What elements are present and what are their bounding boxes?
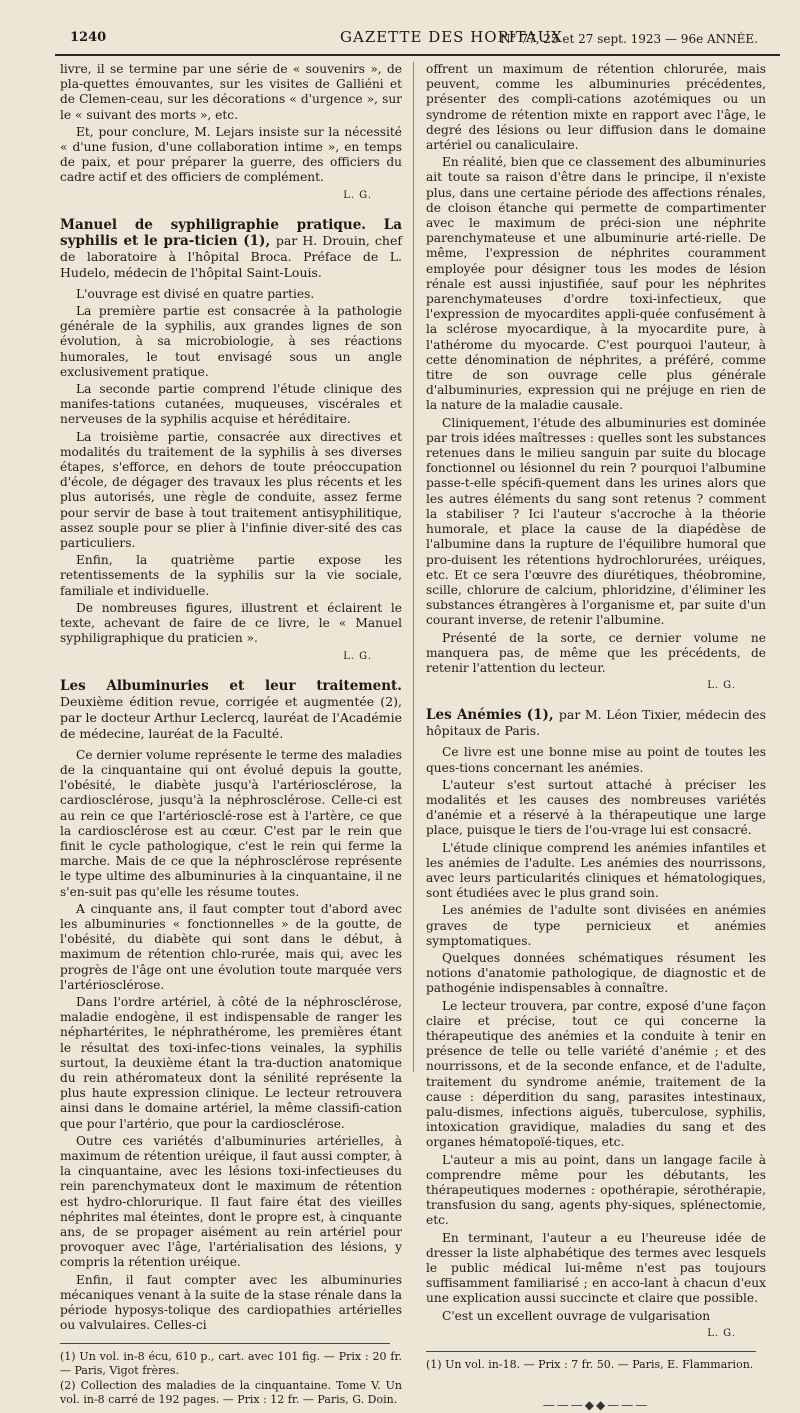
journal-title: GAZETTE DES HOPITAUX — [340, 28, 563, 46]
left-column — [60, 62, 402, 1408]
review-heading-anemies — [426, 707, 766, 739]
issue-info: N° 77, 25 et 27 sept. 1923 — 96e ANNÉE. — [500, 32, 758, 46]
review-title: Manuel de syphiligraphie pratique. La syphilis et le pra-ticien (1), — [60, 216, 402, 249]
review-subtitle: Deuxième édition revue, corrigée et augmentée (2), par le docteur Arthur Leclercq, lauréat de l'Académie de médecine, lauréat de la Faculté. — [60, 693, 402, 741]
paragraph: L'auteur s'est surtout attaché à préciser les modalités et les causes des nombreuses variétés d'anémie et a réservé à la thérapeutique une large place, puisque le tiers de l'ou-vrage lui est consacré. — [426, 777, 766, 838]
paragraph: Enfin, la quatrième partie expose les retentissements de la syphilis sur la vie sociale, familiale et individuelle. — [60, 553, 402, 598]
paragraph: L'auteur a mis au point, dans un langage facile à comprendre même pour les débutants, les thérapeutiques modernes : opothérapie, sérothérapie, transfusion du sang, agents phy-siques, splénectomie, etc. — [426, 1152, 766, 1228]
paragraph: offrent un maximum de rétention chlorurée, mais peuvent, comme les albuminuries précédentes, présenter des compli-cations azotémiques ou un syndrome de rétention mixte en rapport avec l'âge, le degré des lésions ou leur diffusion dans le domaine artériel ou canaliculaire. — [426, 62, 766, 153]
footnote-rule — [60, 1343, 390, 1344]
paragraph: L'ouvrage est divisé en quatre parties. — [76, 286, 315, 301]
paragraph: A cinquante ans, il faut compter tout d'abord avec les albuminuries « fonctionnelles » de la goutte, de l'obésité, du diabète qui sont dans le début, à maximum de rétention chlo-rurée, mais qui, avec les progrès de l'âge ont une évolution toute marquée vers l'artériosclérose. — [60, 901, 402, 992]
paragraph: Les anémies de l'adulte sont divisées en anémies graves de type pernicieux et anémies symptomatiques. — [426, 903, 766, 948]
paragraph: De nombreuses figures, illustrent et éclairent le texte, achevant de faire de ce livre, le « Manuel syphiligraphique du praticien ». — [60, 600, 402, 646]
signature: L. G. — [707, 1327, 736, 1339]
review-title: Les Anémies (1), — [426, 707, 554, 724]
review-subtitle: par M. Léon Tixier, médecin des hôpitaux de Paris. — [426, 707, 766, 739]
paragraph: livre, il se termine par une série de « souvenirs », de pla-quettes émouvantes, sur les visites de Galliéni et de Clemen-ceau, sur les décorations « d'urgence », sur le « suivant des morts », etc. — [60, 62, 402, 122]
review-title: Les Albuminuries et leur traitement. — [60, 677, 402, 694]
footnote: (1) Un vol. in-18. — Prix : 7 fr. 50. — Paris, E. Flammarion. — [426, 1358, 754, 1372]
signature: L. G. — [343, 189, 372, 201]
right-column — [426, 62, 766, 1413]
paragraph: Présenté de la sorte, ce dernier volume ne manquera pas, de même que les précédents, de retenir l'attention du lecteur. — [426, 630, 766, 675]
paragraph: Cliniquement, l'étude des albuminuries est dominée par trois idées maîtresses : quelles sont les substances retenues dans le milieu sanguin par suite du blocage fonctionnel ou lésionnel du rein ? pourquoi l'albumine passe-t-elle spécifi-quement dans les urines alors que les autres éléments du sang sont retenus ? comment la stabiliser ? Ici l'auteur s'accroche à la théorie humorale, et place la cause de la diapédèse de l'albumine dans la rupture de l'équilibre humoral que pro-duisent les rétentions hydrochlorurées, uréiques, etc. Et ce sera l'œuvre des diurétiques, théobromine, scille, chlorure de calcium, phloridzine, d'éliminer les substances étrangères à l'organisme et, par suite d'un courant inverse, de retenir l'albumine. — [426, 415, 766, 628]
paragraph: L'étude clinique comprend les anémies infantiles et les anémies de l'adulte. Les anémies des nourrissons, avec leurs particularités cliniques et hématologiques, sont étudiées avec le plus grand soin. — [426, 840, 766, 901]
paragraph: Outre ces variétés d'albuminuries artérielles, à maximum de rétention uréique, il faut aussi compter, à la cinquantaine, avec les lésions toxi-infectieuses du rein parenchymateux dont le maximum de rétention est hydro-chlorurique. Il faut faire état des vieilles néphrites mal éteintes, dont le propre est, à cinquante ans, de se propager aisément au rein artériel pour provoquer avec l'âge, l'artérialisation des lésions, y compris la rétention uréique. — [60, 1133, 402, 1270]
header-rule — [55, 54, 780, 56]
paragraph: Quelques données schématiques résument les notions d'anatomie pathologique, de diagnostic et de pathogénie indispensables à connaître. — [426, 950, 766, 996]
page-header — [50, 26, 780, 48]
paragraph: Enfin, il faut compter avec les albuminuries mécaniques venant à la suite de la stase rénale dans la période hyposys-tolique des cardiopathies artérielles ou valvulaires. Celles-ci — [60, 1272, 402, 1333]
review-subtitle: par H. Drouin, chef de laboratoire à l'hôpital Broca. Préface de L. Hudelo, médecin de l'hôpital Saint-Louis. — [60, 232, 402, 280]
signature: L. G. — [707, 680, 736, 692]
paragraph: En réalité, bien que ce classement des albuminuries ait toute sa raison d'être dans le principe, il n'existe plus, dans une certaine période des affections rénales, de cloison étanche qui permette de compartimenter avec le maximum de préci-sion une néphrite parenchymateuse et une albuminurie arté-rielle. De même, l'expression de néphrites couramment employée pour désigner tous les modes de lésion rénale est aussi injustifiée, sauf pour les néphrites parenchymateuses d'ordre toxi-infectieux, que l'expression de myocardites appli-quée confusément à la sclérose myocardique, à la myocardite pure, à l'athérome du myocarde. C'est pourquoi l'auteur, à cette dénomination de néphrites, a préféré, comme titre de son ouvrage celle plus générale d'albuminuries, expression qui ne préjuge en rien de la nature de la maladie causale. — [426, 155, 766, 413]
paragraph: C'est un excellent ouvrage de vulgarisation — [442, 1308, 711, 1323]
paragraph: Et, pour conclure, M. Lejars insiste sur la nécessité « d'une fusion, d'une collaboration intime », en temps de paix, et pour préparer la guerre, des officiers du cadre actif et des officiers de complément. — [60, 124, 402, 185]
paragraph: Dans l'ordre artériel, à côté de la néphrosclérose, maladie endogène, il est indispensable de ranger les néphartérites, le néphrathérome, les premières étant le résultat des toxi-infec-tions veinales, la syphilis surtout, la deuxième étant la tra-duction anatomique du rein athéromateux dont la sénilité représente la plus haute expression clinique. Le lecteur retrouvera ainsi dans le domaine artériel, la même classifi-cation que pour l'artério, que pour la cardiosclérose. — [60, 994, 402, 1131]
paragraph: En terminant, l'auteur a eu l'heureuse idée de dresser la liste alphabétique des termes avec lesquels le public médical lui-même n'est pas toujours suffisamment familiarisé ; en acco-lant à chacun d'eux une explication aussi succincte et claire que possible. — [426, 1230, 766, 1306]
footnote: (2) Collection des maladies de la cinquantaine. Tome V. Un vol. in-8 carré de 192 pages. — Prix : 12 fr. — Paris, G. Doin. — [60, 1379, 402, 1406]
paragraph: La première partie est consacrée à la pathologie générale de la syphilis, aux grandes lignes de son évolution, à sa microbiologie, à ses réactions humorales, le tout envisagé sous un angle exclusivement pratique. — [60, 304, 402, 379]
review-heading-albuminuries — [60, 678, 402, 742]
footnote-rule — [426, 1351, 756, 1352]
paragraph: La troisième partie, consacrée aux directives et modalités du traitement de la syphilis à ses diverses étapes, s'efforce, en dehors de toute préoccupation d'école, de dégager des travaux les plus récents et les plus autorisés, une règle de conduite, assez ferme pour servir de base à tout traitement antisyphilitique, assez souple pour se plier à l'infinie diver-sité des cas particuliers. — [60, 429, 402, 551]
paragraph: La seconde partie comprend l'étude clinique des manifes-tations cutanées, muqueuses, viscérales et nerveuses de la syphilis acquise et héréditaire. — [60, 382, 402, 427]
paragraph: Le lecteur trouvera, par contre, exposé d'une façon claire et précise, tout ce qui concerne la thérapeutique des anémies et la conduite à tenir en présence de telle ou telle variété d'anémie ; et des nourrissons, et de la seconde enfance, et de l'adulte, traitement du syndrome anémie, traitement de la cause : déperdition du sang, parasites intestinaux, palu-dismes, infections aiguës, tuberculose, syphilis, intoxication gravidique, maladies du sang et des organes hématopoïé-tiques, etc. — [426, 998, 766, 1150]
page-number: 1240 — [70, 30, 107, 45]
paragraph: Ce dernier volume représente le terme des maladies de la cinquantaine qui ont évolué depuis la goutte, l'obésité, le diabète jusqu'à l'artériosclérose, la cardiosclérose, jusqu'à la néphrosclérose. Celle-ci est au rein ce que l'artériosclé-rose est à l'artère, ce que la cardiosclérose est au cœur. C'est par le rein que finit le cycle pathologique, c'est le rein qui ferme la marche. Mais de ce que la néphrosclérose représente le type ultime des albuminuries à la cinquantaine, il ne s'en-suit pas qu'elle les résume toutes. — [60, 747, 402, 899]
end-ornament: ———◆◆——— — [542, 1397, 650, 1412]
signature: L. G. — [343, 650, 372, 662]
footnote: (1) Un vol. in-8 écu, 610 p., cart. avec 101 fig. — Prix : 20 fr. — Paris, Vigot frères. — [60, 1350, 402, 1377]
column-divider — [413, 62, 414, 1072]
paragraph: Ce livre est une bonne mise au point de toutes les ques-tions concernant les anémies. — [426, 745, 766, 775]
review-heading-syphiligraphie — [60, 217, 402, 281]
